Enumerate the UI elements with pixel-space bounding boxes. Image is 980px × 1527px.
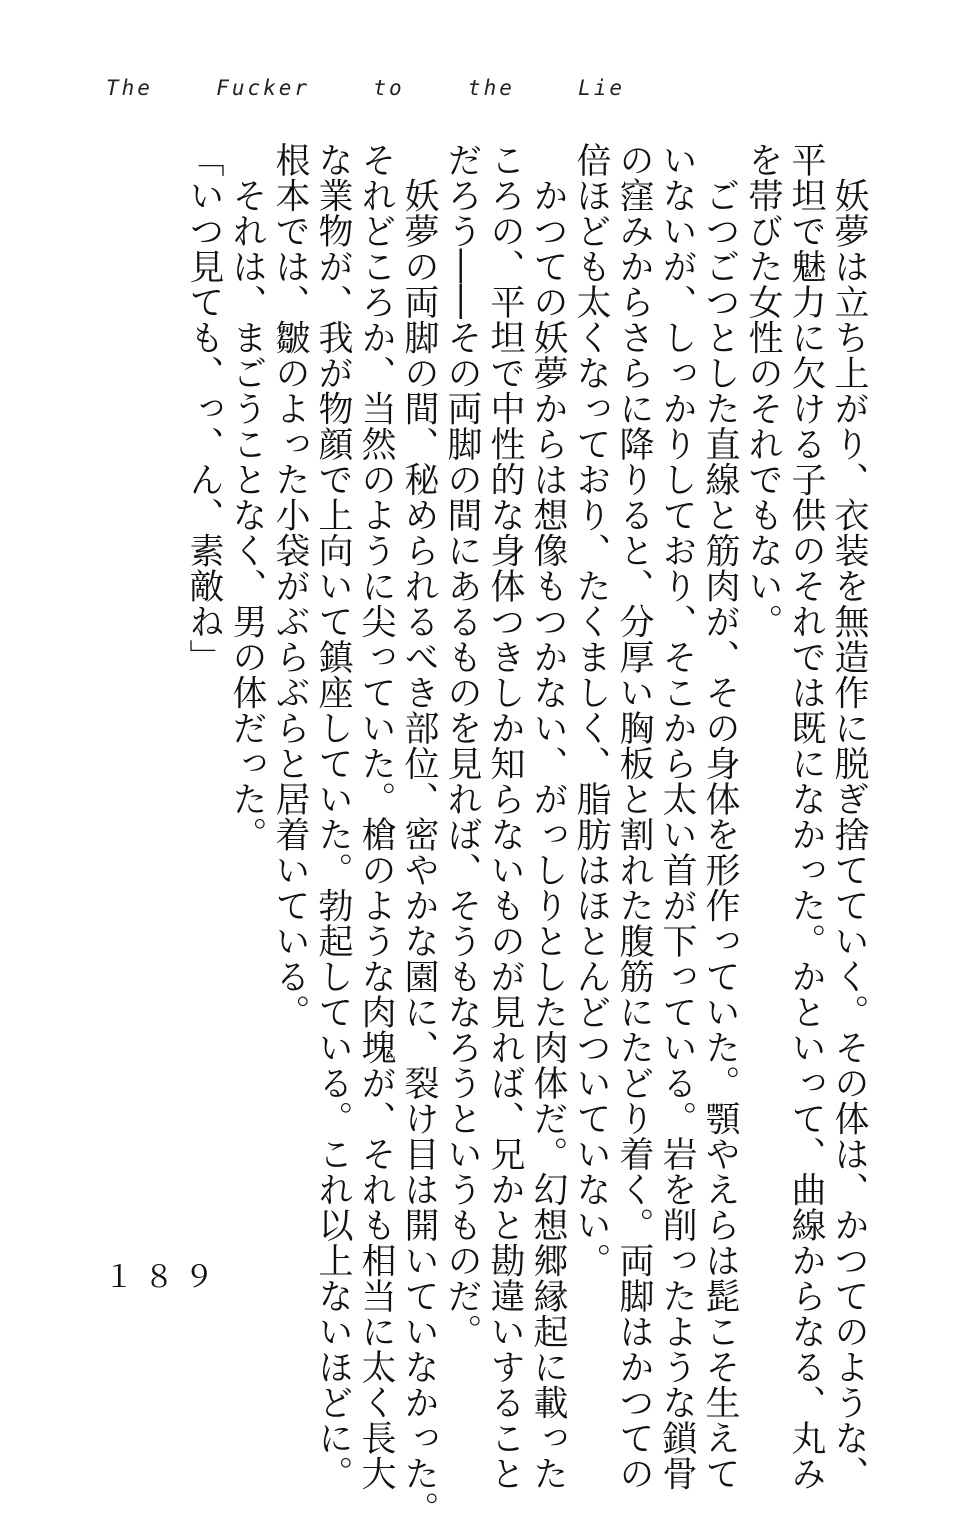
text-line: いないが、しっかりしており、そこから太い首が下っている。岩を削ったような鎖骨 [657, 142, 697, 1491]
text-line: ころの、平坦で中性的な身体つきしか知らないものが見れば、兄かと勘違いすること [485, 142, 525, 1491]
text-line: 妖夢は立ち上がり、衣装を無造作に脱ぎ捨てていく。その体は、かつてのような、 [829, 142, 869, 1491]
text-line: ごつごつとした直線と筋肉が、その身体を形作っていた。顎やえらは髭こそ生えて [700, 142, 740, 1491]
text-line: かつての妖夢からは想像もつかない、がっしりとした肉体だ。幻想郷縁起に載った [528, 142, 568, 1491]
text-line: 倍ほども太くなっており、たくましく、脂肪はほとんどついていない。 [571, 142, 611, 1278]
body-text [182, 142, 870, 1527]
text-line: 根本では、皺のよった小袋がぶらぶらと居着いている。 [270, 142, 310, 1030]
text-line: の窪みからさらに降りると、分厚い胸板と割れた腹筋にたどり着く。両脚はかつての [614, 142, 654, 1491]
page-number: １８９ [104, 1260, 224, 1295]
text-line: だろう――その両脚の間にあるものを見れば、そうもなろうというものだ。 [442, 142, 482, 1349]
text-line: 妖夢の両脚の間、秘められるべき部位、密やかな園に、裂け目は開いていなかった。 [399, 142, 439, 1527]
text-line: それは、まごうことなく、男の体だった。 [227, 142, 267, 852]
running-header: The Fucker to the Lie [106, 76, 626, 100]
text-line: を帯びた女性のそれでもない。 [743, 142, 783, 639]
text-line: それどころか、当然のように尖っていた。槍のような肉塊が、それも相当に太く長大 [356, 142, 396, 1491]
text-line: 「いつ見ても、っ、ん、素敵ね」 [184, 142, 224, 675]
text-line: 平坦で魅力に欠ける子供のそれでは既になかった。かといって、曲線からなる、丸み [786, 142, 826, 1491]
text-line: な業物が、我が物顔で上向いて鎮座していた。勃起している。これ以上ないほどに。 [313, 142, 353, 1491]
